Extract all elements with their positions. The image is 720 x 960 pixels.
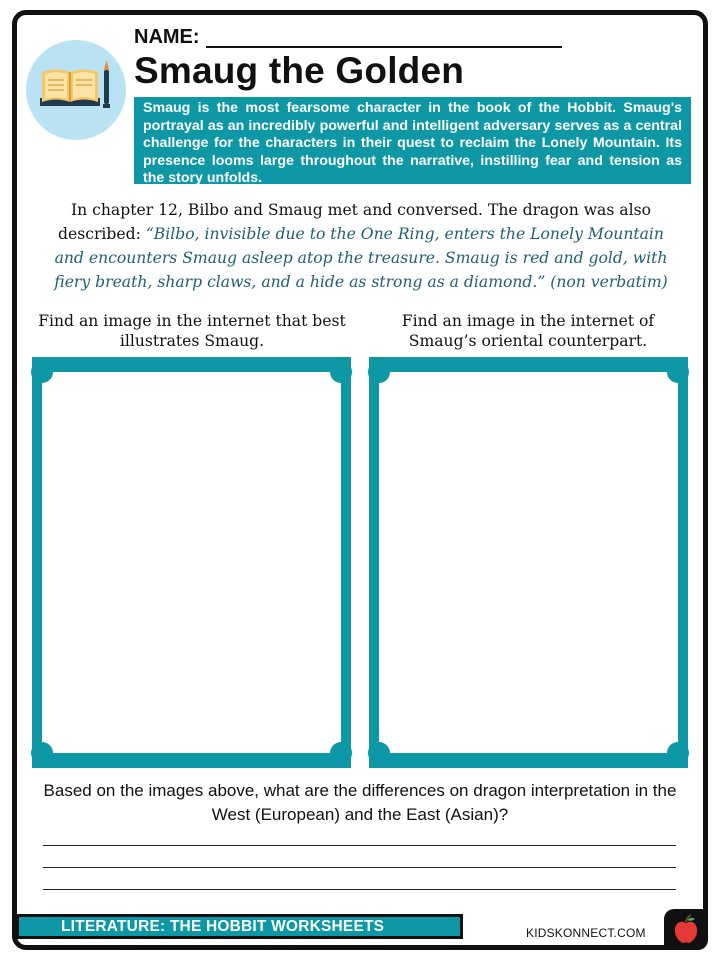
prompt-oriental-image: Find an image in the internet of Smaug’s oriental counterpart. — [401, 312, 655, 350]
answer-line[interactable] — [43, 889, 676, 890]
frame-corner — [368, 361, 390, 383]
frame-corner — [330, 742, 352, 764]
frame-corner — [667, 742, 689, 764]
frame-corner — [330, 361, 352, 383]
chapter-lead: In chapter 12, Bilbo and Smaug met and conversed. The dragon was also described: — [58, 201, 651, 243]
apple-logo-icon — [664, 909, 708, 950]
prompt-smaug-image: Find an image in the internet that best illustrates Smaug. — [38, 312, 346, 350]
image-frame-smaug — [32, 357, 351, 768]
name-line[interactable] — [206, 46, 562, 48]
intro-box: Smaug is the most fearsome character in the book of the Hobbit. Smaug's portrayal as an incredibly powerful and intelligent adversary serves as a central challenge for the characters in their quest to reclaim the Lonely Mountain. Its presence looms large throughout the narrative, instilling fear and tension as the story unfolds. — [134, 97, 691, 184]
image-box-smaug[interactable] — [42, 372, 341, 753]
chapter-description — [46, 198, 676, 294]
frame-corner — [368, 742, 390, 764]
name-label: NAME: — [134, 26, 200, 48]
frame-corner — [667, 361, 689, 383]
frame-corner — [31, 361, 53, 383]
chapter-quote: “Bilbo, invisible due to the One Ring, enters the Lonely Mountain and encounters Smaug asleep atop the treasure. Smaug is red and gold, with fiery breath, sharp claws, and a hide as strong as a diamond.” (non verbatim) — [54, 225, 668, 291]
frame-corner — [31, 742, 53, 764]
answer-line[interactable] — [43, 845, 676, 846]
image-frame-oriental — [369, 357, 688, 768]
page-title: Smaug the Golden — [134, 50, 465, 91]
answer-line[interactable] — [43, 867, 676, 868]
comparison-question: Based on the images above, what are the differences on dragon interpretation in the West (European) and the East (Asian)? — [43, 781, 677, 824]
site-name: KIDSKONNECT.COM — [526, 926, 646, 940]
footer-series-label: LITERATURE: THE HOBBIT WORKSHEETS — [16, 914, 463, 939]
image-box-oriental[interactable] — [379, 372, 678, 753]
book-icon — [26, 40, 126, 140]
